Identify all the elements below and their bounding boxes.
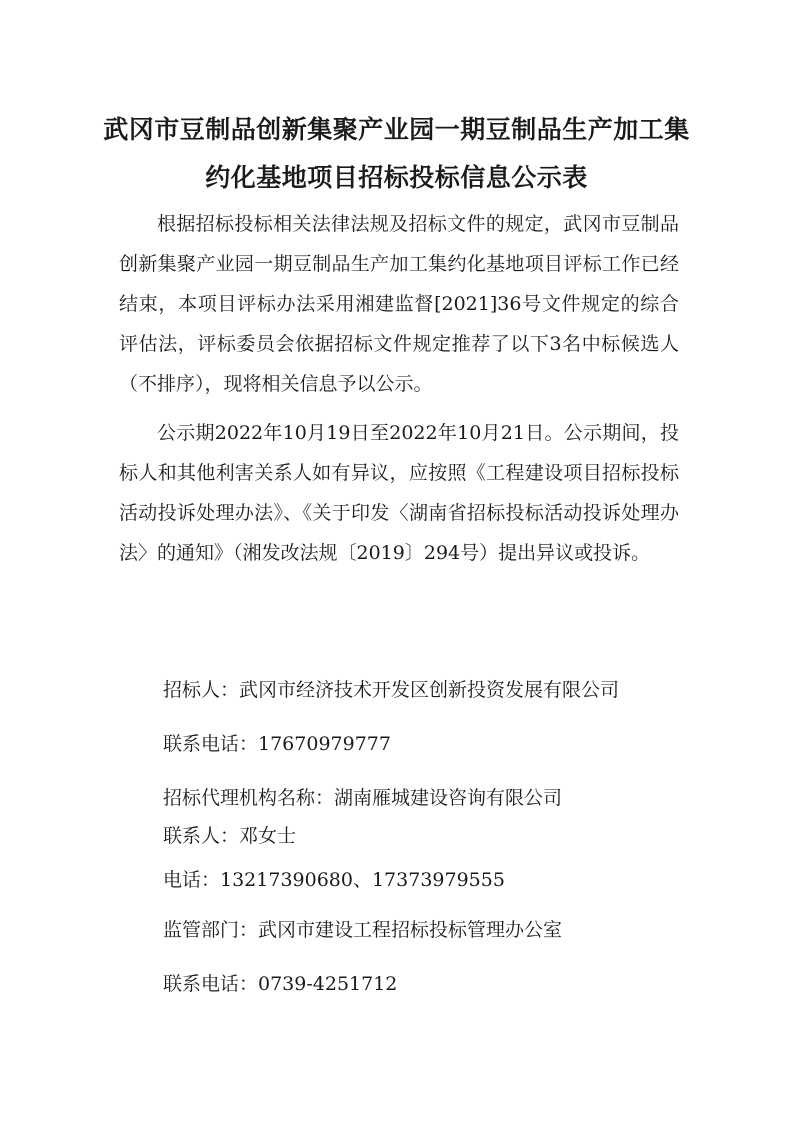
supervisor-phone-line: 联系电话：0739-4251712 bbox=[163, 973, 398, 995]
document-title-line-1: 武冈市豆制品创新集聚产业园一期豆制品生产加工集 bbox=[103, 115, 690, 144]
agency-phone-line: 电话：13217390680、17373979555 bbox=[163, 869, 505, 891]
document-title-line-2: 约化基地项目招标投标信息公示表 bbox=[205, 163, 588, 192]
supervisor-line: 监管部门：武冈市建设工程招标投标管理办公室 bbox=[163, 919, 563, 941]
tenderer-line: 招标人：武冈市经济技术开发区创新投资发展有限公司 bbox=[163, 679, 620, 701]
agency-line: 招标代理机构名称：湖南雁城建设咨询有限公司 bbox=[163, 787, 563, 809]
body-paragraph-publicity-period: 公示期2022年10月19日至2022年10月21日。公示期间，投标人和其他利害关系人如有异议，应按照《工程建设项目招标投标活动投诉处理办法》、《关于印发〈湖南省招标投标活动投诉处理办法〉的通知》（湘发改法规〔2019〕294号）提出异议或投诉。 bbox=[119, 422, 679, 564]
tenderer-phone-line: 联系电话：17670979777 bbox=[163, 733, 391, 755]
body-paragraph-evaluation: 根据招标投标相关法律法规及招标文件的规定，武冈市豆制品创新集聚产业园一期豆制品生产加工集约化基地项目评标工作已经结束，本项目评标办法采用湘建监督[2021]36号文件规定的综合评估法，评标委员会依据招标文件规定推荐了以下3名中标候选人（不排序），现将相关信息予以公示。 bbox=[119, 213, 679, 395]
agency-contact-line: 联系人：邓女士 bbox=[163, 825, 297, 847]
